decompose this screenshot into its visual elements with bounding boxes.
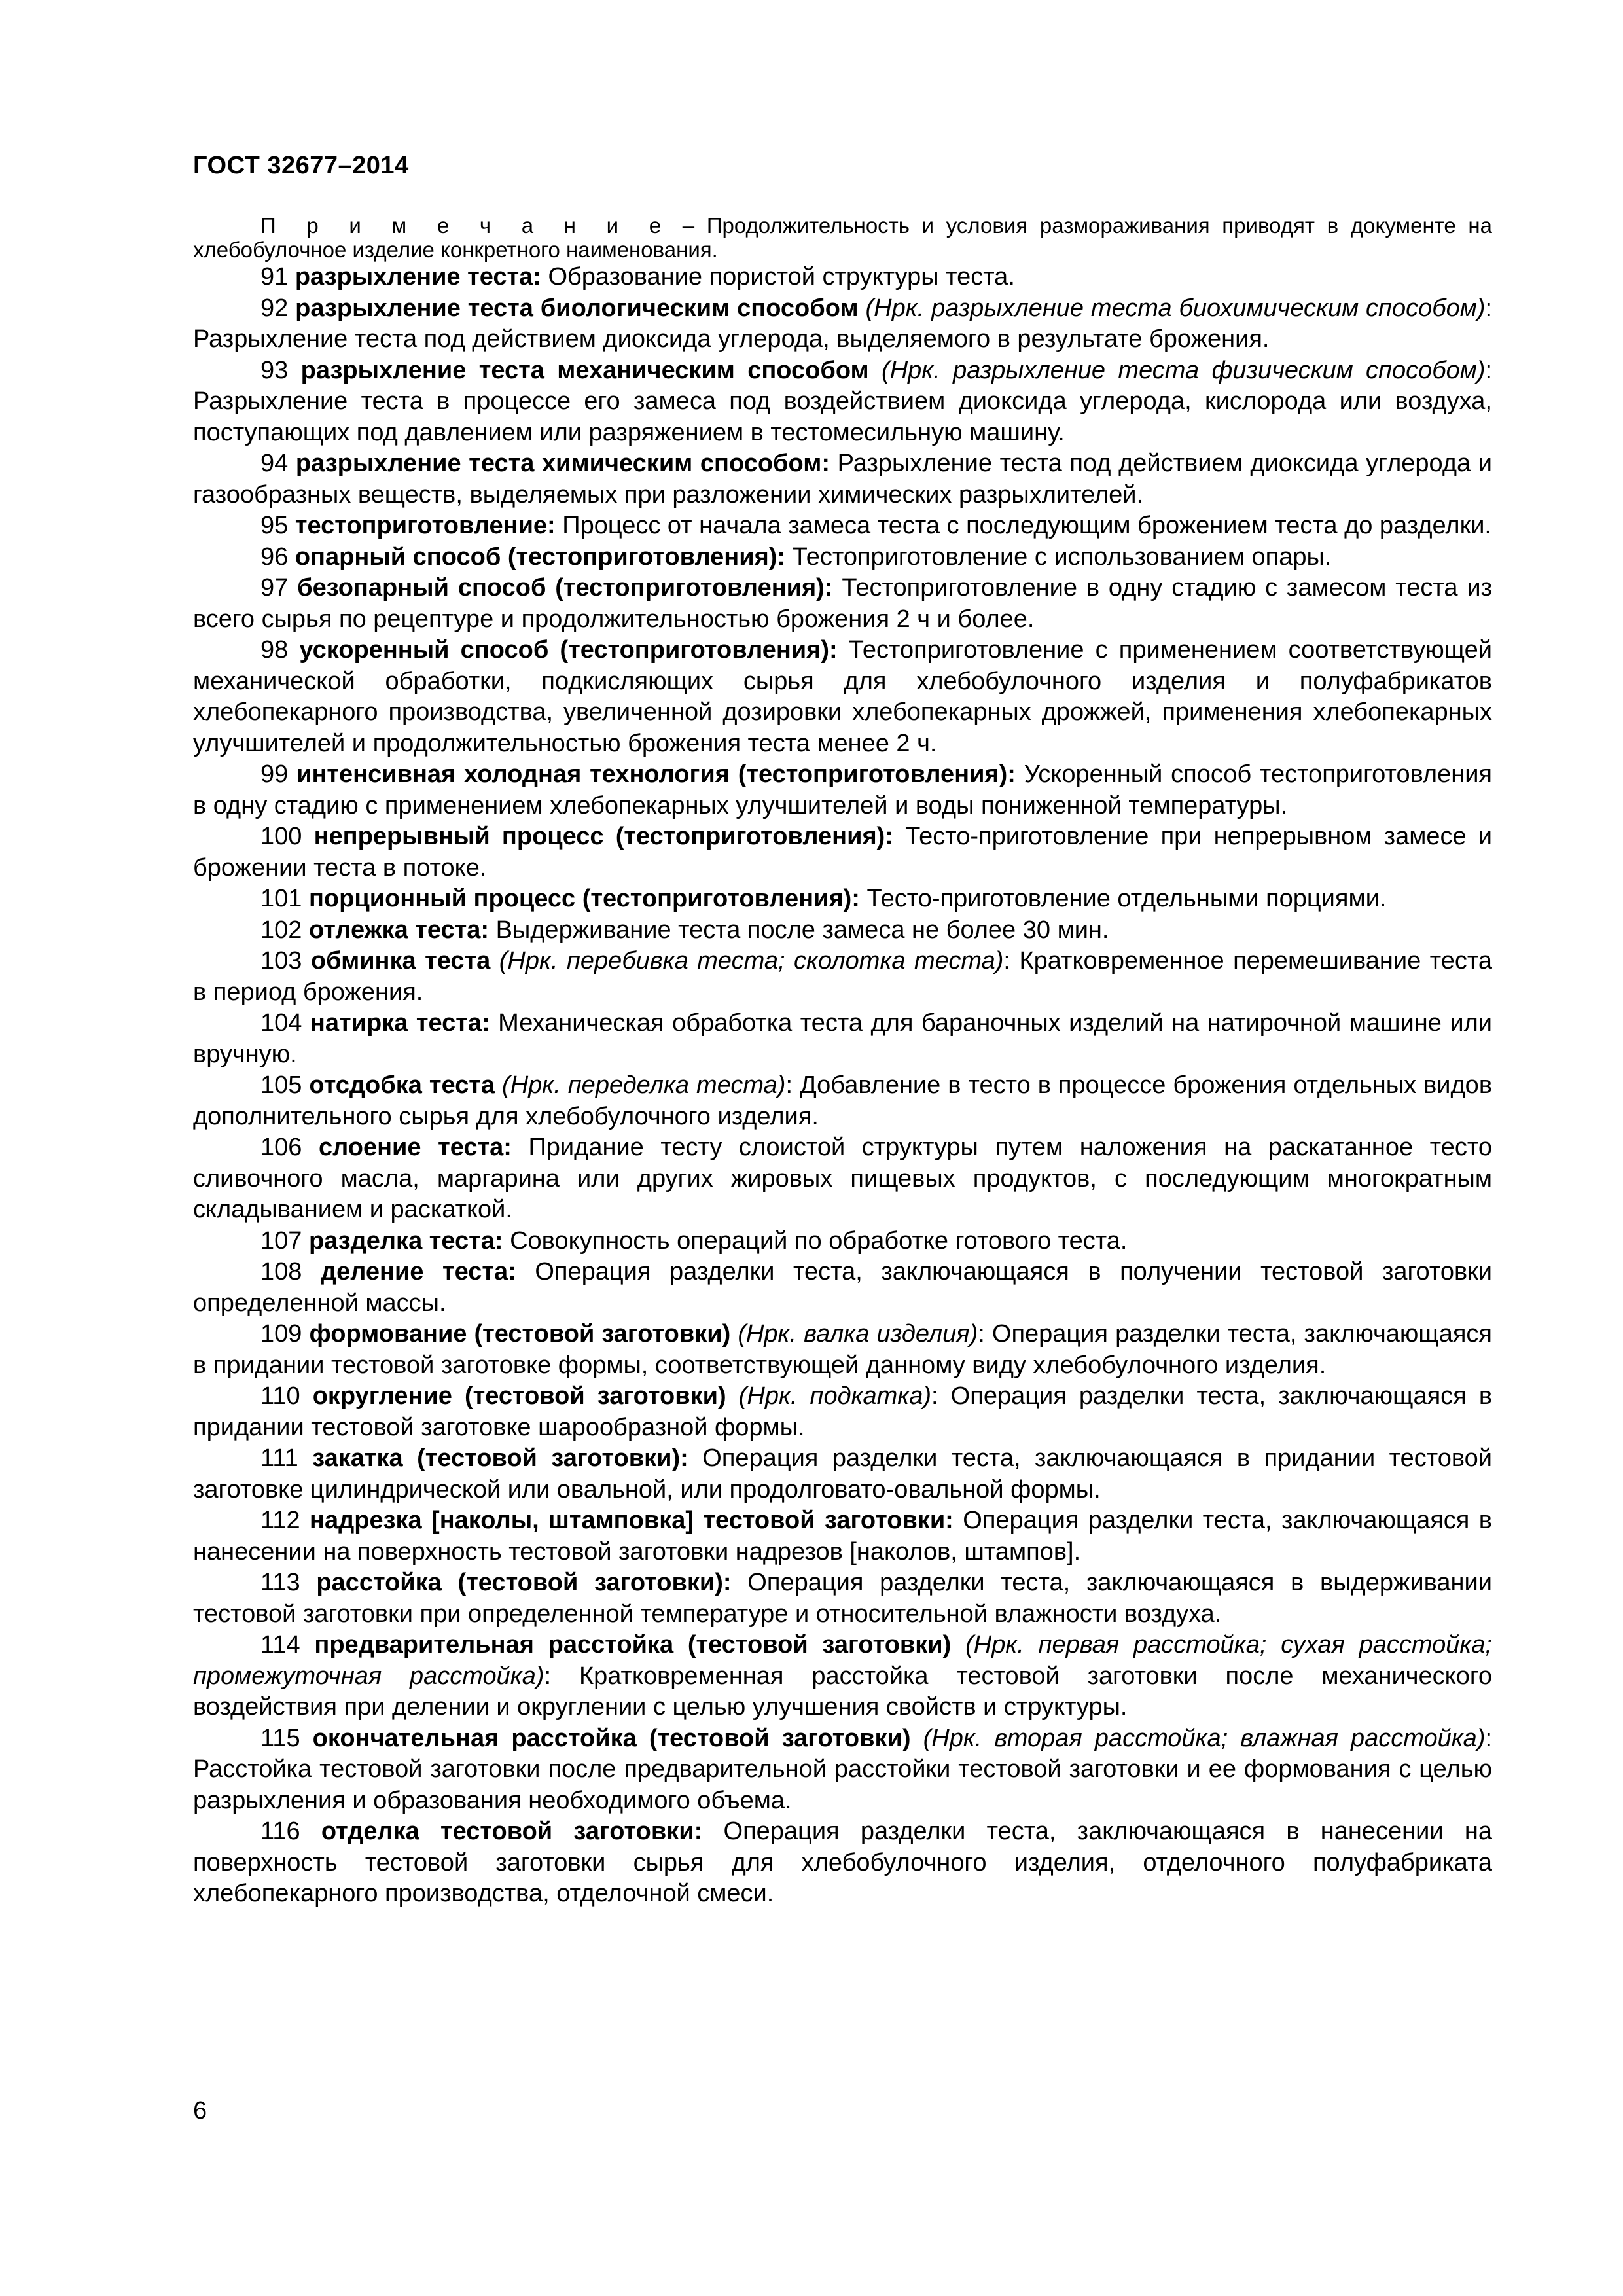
term-name: разрыхление теста биологическим способом (295, 294, 859, 322)
term-entry (193, 821, 1492, 884)
term-entry (193, 915, 1492, 946)
term-name: интенсивная холодная технология (тестоприготовления): (296, 761, 1016, 788)
term-entry (193, 1132, 1492, 1226)
term-entry (193, 1257, 1492, 1319)
term-definition: Тестоприготовление в одну стадию с замесом теста из всего сырья по рецептуре и продолжительностью брожения 2 ч и более. (193, 574, 1492, 633)
term-synonym: (Нрк. перебивка теста; сколотка теста) (490, 947, 1004, 975)
term-number: 109 (260, 1320, 302, 1348)
term-synonym: (Нрк. разрыхление теста физическим способом) (868, 356, 1486, 384)
term-number: 100 (260, 823, 302, 850)
term-name: безопарный способ (тестоприготовления): (297, 574, 833, 601)
term-entry (193, 573, 1492, 635)
term-name: натирка теста: (310, 1009, 490, 1037)
term-entry (193, 1008, 1492, 1070)
term-entry (193, 355, 1492, 449)
term-name: предварительная расстойка (тестовой заготовки) (314, 1631, 952, 1659)
note-label: П р и м е ч а н и е (260, 213, 671, 238)
term-entry (193, 1381, 1492, 1443)
term-synonym: (Нрк. переделка теста) (495, 1071, 786, 1099)
term-definition: : Кратковременное перемешивание теста в период брожения. (193, 947, 1492, 1006)
term-number: 115 (260, 1724, 300, 1752)
term-name: разделка теста: (308, 1227, 503, 1255)
term-name: отделка тестовой заготовки: (321, 1818, 703, 1845)
term-number: 99 (260, 761, 289, 788)
term-number: 110 (260, 1382, 300, 1410)
term-definition: Совокупность операций по обработке готового теста. (503, 1227, 1128, 1255)
term-definition: Тестоприготовление с применением соответствующей механической обработки, подкисляющих сырья для хлебобулочного изделия и полуфабрикатов хлебопекарного производства, увеличенной дозировки хлебопекарных дрожжей, применения хлебопекарных улучшителей и продолжительностью брожения теста менее 2 ч. (193, 636, 1492, 757)
term-entry (193, 262, 1492, 293)
term-number: 95 (260, 512, 289, 539)
term-name: отсдобка теста (309, 1071, 495, 1099)
term-number: 91 (260, 263, 289, 291)
term-number: 94 (260, 450, 289, 477)
term-entry (193, 1630, 1492, 1723)
term-entry (193, 1816, 1492, 1910)
term-entry (193, 759, 1492, 821)
term-synonym: (Нрк. подкатка) (726, 1382, 932, 1410)
term-entry (193, 1723, 1492, 1817)
term-entry (193, 1443, 1492, 1505)
term-number: 116 (260, 1818, 300, 1845)
term-definition: Операция разделки теста, заключающаяся в выдерживании тестовой заготовки при определенной температуре и относительной влажности воздуха. (193, 1569, 1492, 1628)
term-definition: : Расстойка тестовой заготовки после предварительной расстойки тестовой заготовки и ее формования с целью разрыхления и образования необходимого объема. (193, 1724, 1493, 1814)
term-definition: Процесс от начала замеса теста с последующим брожением теста до разделки. (555, 512, 1491, 539)
term-synonym: (Нрк. валка изделия) (730, 1320, 978, 1348)
term-number: 113 (260, 1569, 300, 1596)
term-entry (193, 1568, 1492, 1630)
term-definition: Образование пористой структуры теста. (541, 263, 1015, 291)
term-name: ускоренный способ (тестоприготовления): (299, 636, 838, 664)
term-entry (193, 884, 1492, 915)
term-entry (193, 1319, 1492, 1381)
term-number: 102 (260, 916, 302, 944)
term-name: тестоприготовление: (294, 512, 556, 539)
term-number: 105 (260, 1071, 302, 1099)
term-name: разрыхление теста механическим способом (300, 356, 869, 384)
term-name: округление (тестовой заготовки) (312, 1382, 726, 1410)
term-definition: : Добавление в тесто в процессе брожения отдельных видов дополнительного сырья для хлебобулочного изделия. (193, 1071, 1493, 1130)
note-text: – Продолжительность и условия размораживания приводят в документе на хлебобулочное изделие конкретного наименования. (193, 213, 1493, 262)
term-number: 111 (260, 1444, 298, 1472)
term-name: формование (тестовой заготовки) (309, 1320, 731, 1348)
term-definition: Тестоприготовление с использованием опары. (785, 543, 1332, 571)
term-name: отлежка теста: (308, 916, 490, 944)
term-name: опарный способ (тестоприготовления): (294, 543, 786, 571)
term-number: 101 (260, 885, 302, 912)
term-definition: : Операция разделки теста, заключающаяся в придании тестовой заготовке шарообразной формы. (193, 1382, 1493, 1441)
page-number: 6 (193, 2097, 207, 2125)
term-definition: Операция разделки теста, заключающаяся в нанесении на поверхность тестовой заготовки сырья для хлебобулочного изделия, отделочного полуфабриката хлебопекарного производства, отделочной смеси. (193, 1818, 1492, 1907)
term-number: 106 (260, 1134, 302, 1161)
term-entry (193, 448, 1492, 511)
note-paragraph (193, 213, 1492, 262)
term-name: разрыхление теста химическим способом: (295, 450, 830, 477)
term-number: 92 (260, 294, 289, 322)
term-entry (193, 293, 1492, 355)
term-number: 98 (260, 636, 289, 664)
term-name: непрерывный процесс (тестоприготовления): (313, 823, 893, 850)
term-name: окончательная расстойка (тестовой заготовки) (312, 1724, 911, 1752)
term-definition: Операция разделки теста, заключающаяся в нанесении на поверхность тестовой заготовки надрезов [наколов, штампов]. (193, 1507, 1492, 1566)
term-entry (193, 635, 1492, 759)
document-code-header: ГОСТ 32677–2014 (193, 152, 409, 179)
term-number: 108 (260, 1258, 302, 1285)
term-definition: : Операция разделки теста, заключающаяся в придании тестовой заготовке формы, соответствующей данному виду хлебобулочного изделия. (193, 1320, 1492, 1379)
term-name: деление теста: (320, 1258, 516, 1285)
term-number: 107 (260, 1227, 302, 1255)
term-number: 93 (260, 356, 289, 384)
term-entry (193, 946, 1492, 1008)
term-definition: : Разрыхление теста в процессе его замеса под воздействием диоксида углерода, кислорода или воздуха, поступающих под давлением или разряжением в тестомесильную машину. (193, 356, 1493, 446)
term-name: закатка (тестовой заготовки): (312, 1444, 688, 1472)
term-name: слоение теста: (318, 1134, 512, 1161)
term-definition: Механическая обработка теста для бараночных изделий на натирочной машине или вручную. (193, 1009, 1492, 1068)
term-definition: Ускоренный способ тестоприготовления в одну стадию с применением хлебопекарных улучшителей и воды пониженной температуры. (193, 761, 1493, 819)
term-entry (193, 542, 1492, 573)
document-body (193, 213, 1492, 1910)
term-definition: : Кратковременная расстойка тестовой заготовки после механического воздействия при делении и округлении с целью улучшения свойств и структуры. (193, 1662, 1492, 1721)
term-definition: Тесто-приготовление отдельными порциями. (859, 885, 1387, 912)
term-name: разрыхление теста: (294, 263, 541, 291)
term-definition: Операция разделки теста, заключающаяся в придании тестовой заготовке цилиндрической или овальной, или продолговато-овальной формы. (193, 1444, 1492, 1503)
term-definition: Выдерживание теста после замеса не более 30 мин. (489, 916, 1109, 944)
term-synonym: (Нрк. разрыхление теста биохимическим способом) (858, 294, 1486, 322)
term-number: 103 (260, 947, 302, 975)
term-definition: Операция разделки теста, заключающаяся в получении тестовой заготовки определенной массы. (193, 1258, 1492, 1317)
term-name: обминка теста (310, 947, 491, 975)
term-name: надрезка [наколы, штамповка] тестовой заготовки: (310, 1507, 954, 1534)
term-entry (193, 1505, 1492, 1568)
term-definition: : Разрыхление теста под действием диоксида углерода, выделяемого в результате брожения. (193, 294, 1492, 353)
term-list (193, 262, 1492, 1910)
term-entry (193, 511, 1492, 542)
term-synonym: (Нрк. вторая расстойка; влажная расстойка) (910, 1724, 1486, 1752)
term-number: 97 (260, 574, 289, 601)
term-number: 112 (260, 1507, 300, 1534)
term-entry (193, 1226, 1492, 1257)
term-number: 114 (260, 1631, 300, 1659)
term-definition: Придание тесту слоистой структуры путем наложения на раскатанное тесто сливочного масла, маргарина или других жировых пищевых продуктов, с последующим многократным складыванием и раскаткой. (193, 1134, 1492, 1223)
term-definition: Тесто-приготовление при непрерывном замесе и брожении теста в потоке. (193, 823, 1493, 882)
term-number: 96 (260, 543, 289, 571)
term-synonym: (Нрк. первая расстойка; сухая расстойка; промежуточная расстойка) (193, 1631, 1492, 1690)
term-name: порционный процесс (тестоприготовления): (308, 885, 860, 912)
term-definition: Разрыхление теста под действием диоксида углерода и газообразных веществ, выделяемых при разложении химических разрыхлителей. (193, 450, 1493, 509)
term-number: 104 (260, 1009, 302, 1037)
term-name: расстойка (тестовой заготовки): (316, 1569, 732, 1596)
term-entry (193, 1070, 1492, 1132)
